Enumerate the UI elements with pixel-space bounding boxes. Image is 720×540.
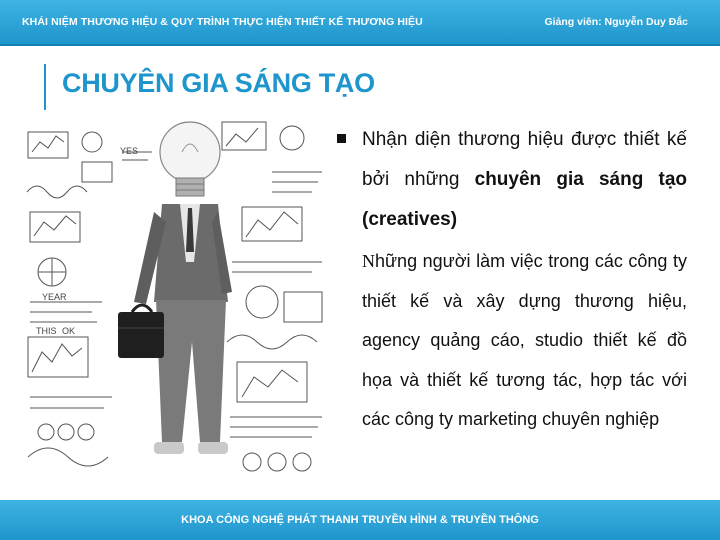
sketch-text-year: YEAR	[42, 292, 67, 302]
bullet-item	[337, 120, 687, 240]
lightbulb-head-illustration	[22, 112, 328, 490]
header-bar	[0, 0, 720, 46]
bullet-paragraph	[362, 120, 687, 240]
title-accent-rule	[44, 64, 46, 110]
slide-title: CHUYÊN GIA SÁNG TẠO	[62, 68, 375, 98]
paragraph-body: hững người làm việc trong các công ty thiết kế và xây dựng thương hiệu, agency quảng cáo, studio thiết kế đồ họa và thiết kế tương tác, hợp tác với các công ty marketing chuyên nghiệp	[362, 251, 687, 429]
bullet-text-bold: chuyên gia sáng tạo (creatives)	[362, 169, 688, 230]
footer-bar	[0, 500, 720, 540]
footer-text: KHOA CÔNG NGHỆ PHÁT THANH TRUYỀN HÌNH & TRUYỀN THÔNG	[181, 514, 539, 526]
sketch-text-this: THIS	[36, 326, 57, 336]
sketch-text-ok: OK	[62, 326, 76, 336]
content-text-block	[337, 120, 687, 440]
description-paragraph	[362, 242, 687, 440]
bullet-text-normal: Nhận diện thương hiệu được thiết kế bởi những	[362, 129, 687, 190]
paragraph-initial: N	[362, 251, 375, 271]
course-title: KHÁI NIỆM THƯƠNG HIỆU & QUY TRÌNH THỰC HIỆN THIẾT KẾ THƯƠNG HIỆU	[22, 16, 423, 28]
square-bullet-icon	[337, 134, 346, 143]
sketch-text-yes: YES	[120, 146, 139, 156]
lecturer-name: Giảng viên: Nguyễn Duy Đắc	[544, 16, 688, 28]
